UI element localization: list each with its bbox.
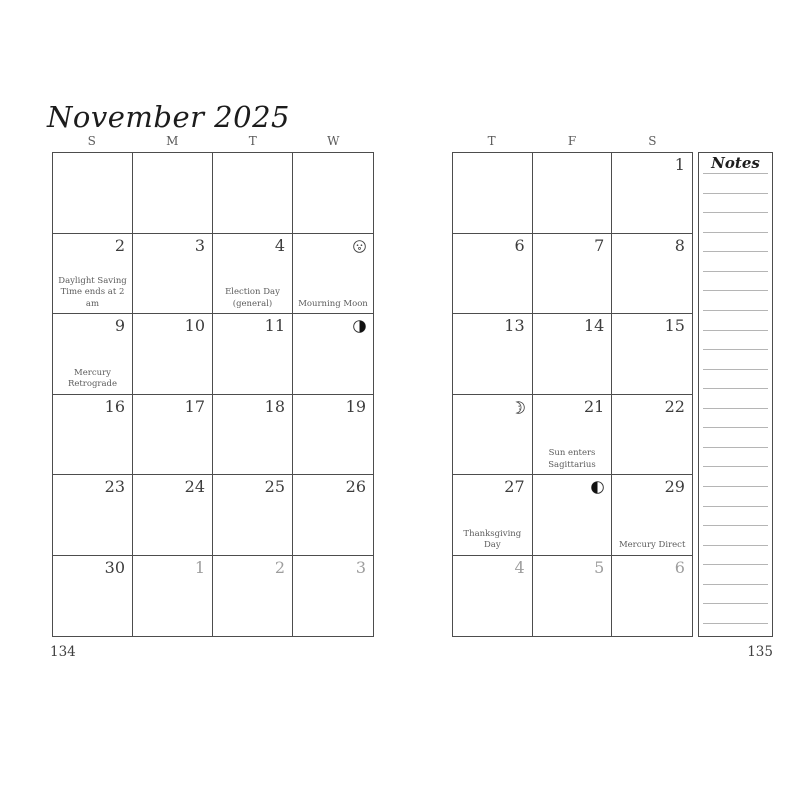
- day-header: T: [248, 134, 258, 148]
- calendar-cell: [612, 314, 692, 395]
- notes-title: Notes: [711, 154, 760, 172]
- notes-ruled-line: [703, 330, 768, 331]
- date-number: 27: [504, 477, 525, 496]
- calendar-cell: [133, 234, 213, 315]
- right-calendar-grid: [452, 152, 693, 637]
- date-number: 19: [345, 396, 366, 416]
- calendar-cell: [533, 395, 613, 476]
- date-number: 3: [194, 235, 205, 255]
- first-quarter-moon-icon: [590, 480, 605, 495]
- date-number: 4: [274, 235, 285, 255]
- calendar-cell: [213, 556, 293, 637]
- notes-ruled-line: [703, 447, 768, 448]
- date-number: 15: [664, 316, 685, 335]
- calendar-cell: [612, 556, 692, 637]
- right-day-headers: [452, 134, 693, 151]
- date-number: 5: [594, 557, 605, 577]
- date-number: 1: [194, 557, 205, 577]
- calendar-cell: [293, 395, 373, 476]
- calendar-cell: [612, 395, 692, 476]
- notes-ruled-line: [703, 525, 768, 526]
- notes-ruled-line: [703, 271, 768, 272]
- notes-ruled-line: [703, 564, 768, 565]
- notes-ruled-line: [703, 212, 768, 213]
- notes-ruled-line: [703, 486, 768, 487]
- date-number: 9: [114, 316, 125, 335]
- left-calendar-grid: [52, 152, 374, 637]
- calendar-cell: [612, 153, 692, 234]
- calendar-cell: [213, 475, 293, 556]
- event-note: Sun enters Sagittarius: [548, 448, 596, 470]
- calendar-cell: [133, 153, 213, 234]
- calendar-cell: [293, 314, 373, 395]
- date-number: 18: [264, 396, 285, 416]
- date-number: 26: [345, 477, 366, 496]
- notes-ruled-line: [703, 506, 768, 507]
- page-number-left: 134: [50, 644, 76, 660]
- calendar-cell: [533, 314, 613, 395]
- notes-ruled-line: [703, 310, 768, 311]
- notes-ruled-line: [703, 603, 768, 604]
- date-number: 24: [184, 477, 205, 496]
- notes-ruled-line: [703, 584, 768, 585]
- date-number: 21: [583, 396, 605, 416]
- date-number: 7: [594, 235, 605, 255]
- notes-ruled-line: [703, 408, 768, 409]
- date-number: 17: [184, 396, 205, 416]
- notes-ruled-line: [703, 232, 768, 233]
- notes-ruled-line: [703, 545, 768, 546]
- calendar-cell: [133, 556, 213, 637]
- date-number: 3: [355, 557, 366, 577]
- notes-ruled-line: [703, 173, 768, 174]
- calendar-cell: [213, 314, 293, 395]
- page-number-right: 135: [747, 644, 773, 660]
- calendar-cell: [53, 234, 133, 315]
- calendar-cell: [213, 234, 293, 315]
- calendar-cell: [133, 314, 213, 395]
- calendar-cell: [612, 475, 692, 556]
- calendar-cell: [453, 556, 533, 637]
- calendar-cell: [453, 234, 533, 315]
- day-header: S: [87, 134, 97, 148]
- last-quarter-moon-icon: [352, 319, 367, 334]
- left-day-headers: [52, 134, 374, 151]
- calendar-cell: [53, 395, 133, 476]
- event-note: Mercury Retrograde: [67, 367, 118, 390]
- calendar-cell: [453, 475, 533, 556]
- date-number: 6: [674, 557, 685, 577]
- calendar-cell: [213, 395, 293, 476]
- date-number: 2: [114, 235, 125, 255]
- calendar-cell: [133, 395, 213, 476]
- notes-ruled-line: [703, 290, 768, 291]
- date-number: 10: [184, 316, 205, 335]
- day-header: W: [327, 134, 341, 148]
- date-number: 23: [104, 477, 125, 496]
- notes-panel: [698, 152, 773, 637]
- notes-ruled-line: [703, 466, 768, 467]
- event-note: Mourning Moon: [298, 298, 368, 309]
- day-header: M: [166, 134, 180, 148]
- calendar-cell: [53, 314, 133, 395]
- date-number: 30: [104, 557, 125, 577]
- calendar-cell: [53, 475, 133, 556]
- event-note: Mercury Direct: [618, 540, 686, 551]
- notes-ruled-line: [703, 388, 768, 389]
- calendar-cell: [293, 475, 373, 556]
- date-number: 16: [104, 396, 125, 416]
- day-header: S: [648, 134, 658, 148]
- calendar-cell: [533, 153, 613, 234]
- calendar-cell: [293, 234, 373, 315]
- date-number: 29: [664, 477, 685, 496]
- event-note: Thanksgiving Day: [463, 528, 522, 551]
- date-number: 6: [514, 235, 525, 255]
- calendar-cell: [453, 395, 533, 476]
- date-number: 4: [514, 557, 525, 577]
- notes-ruled-line: [703, 427, 768, 428]
- calendar-cell: [612, 234, 692, 315]
- date-number: 22: [664, 396, 685, 416]
- notes-ruled-line: [703, 623, 768, 624]
- notes-ruled-line: [703, 251, 768, 252]
- calendar-cell: [53, 556, 133, 637]
- date-number: 8: [674, 235, 685, 255]
- day-header: T: [487, 134, 497, 148]
- day-header: F: [567, 134, 578, 148]
- full-moon-face-icon: [352, 239, 367, 254]
- month-title: November 2025: [47, 100, 290, 134]
- calendar-cell: [213, 153, 293, 234]
- crescent-moon-face-icon: [511, 400, 526, 415]
- notes-ruled-line: [703, 193, 768, 194]
- calendar-cell: [533, 556, 613, 637]
- date-number: 2: [274, 557, 285, 577]
- calendar-cell: [453, 314, 533, 395]
- calendar-cell: [533, 475, 613, 556]
- calendar-cell: [533, 234, 613, 315]
- event-note: Election Day (general): [225, 287, 280, 309]
- date-number: 25: [264, 477, 285, 496]
- date-number: 14: [583, 316, 605, 335]
- notes-ruled-line: [703, 349, 768, 350]
- calendar-cell: [53, 153, 133, 234]
- date-number: 1: [674, 155, 685, 174]
- date-number: 13: [504, 316, 525, 335]
- calendar-cell: [293, 153, 373, 234]
- calendar-cell: [453, 153, 533, 234]
- event-note: Daylight Saving Time ends at 2 am: [58, 275, 127, 309]
- calendar-cell: [293, 556, 373, 637]
- calendar-cell: [133, 475, 213, 556]
- date-number: 11: [264, 316, 285, 335]
- notes-ruled-line: [703, 369, 768, 370]
